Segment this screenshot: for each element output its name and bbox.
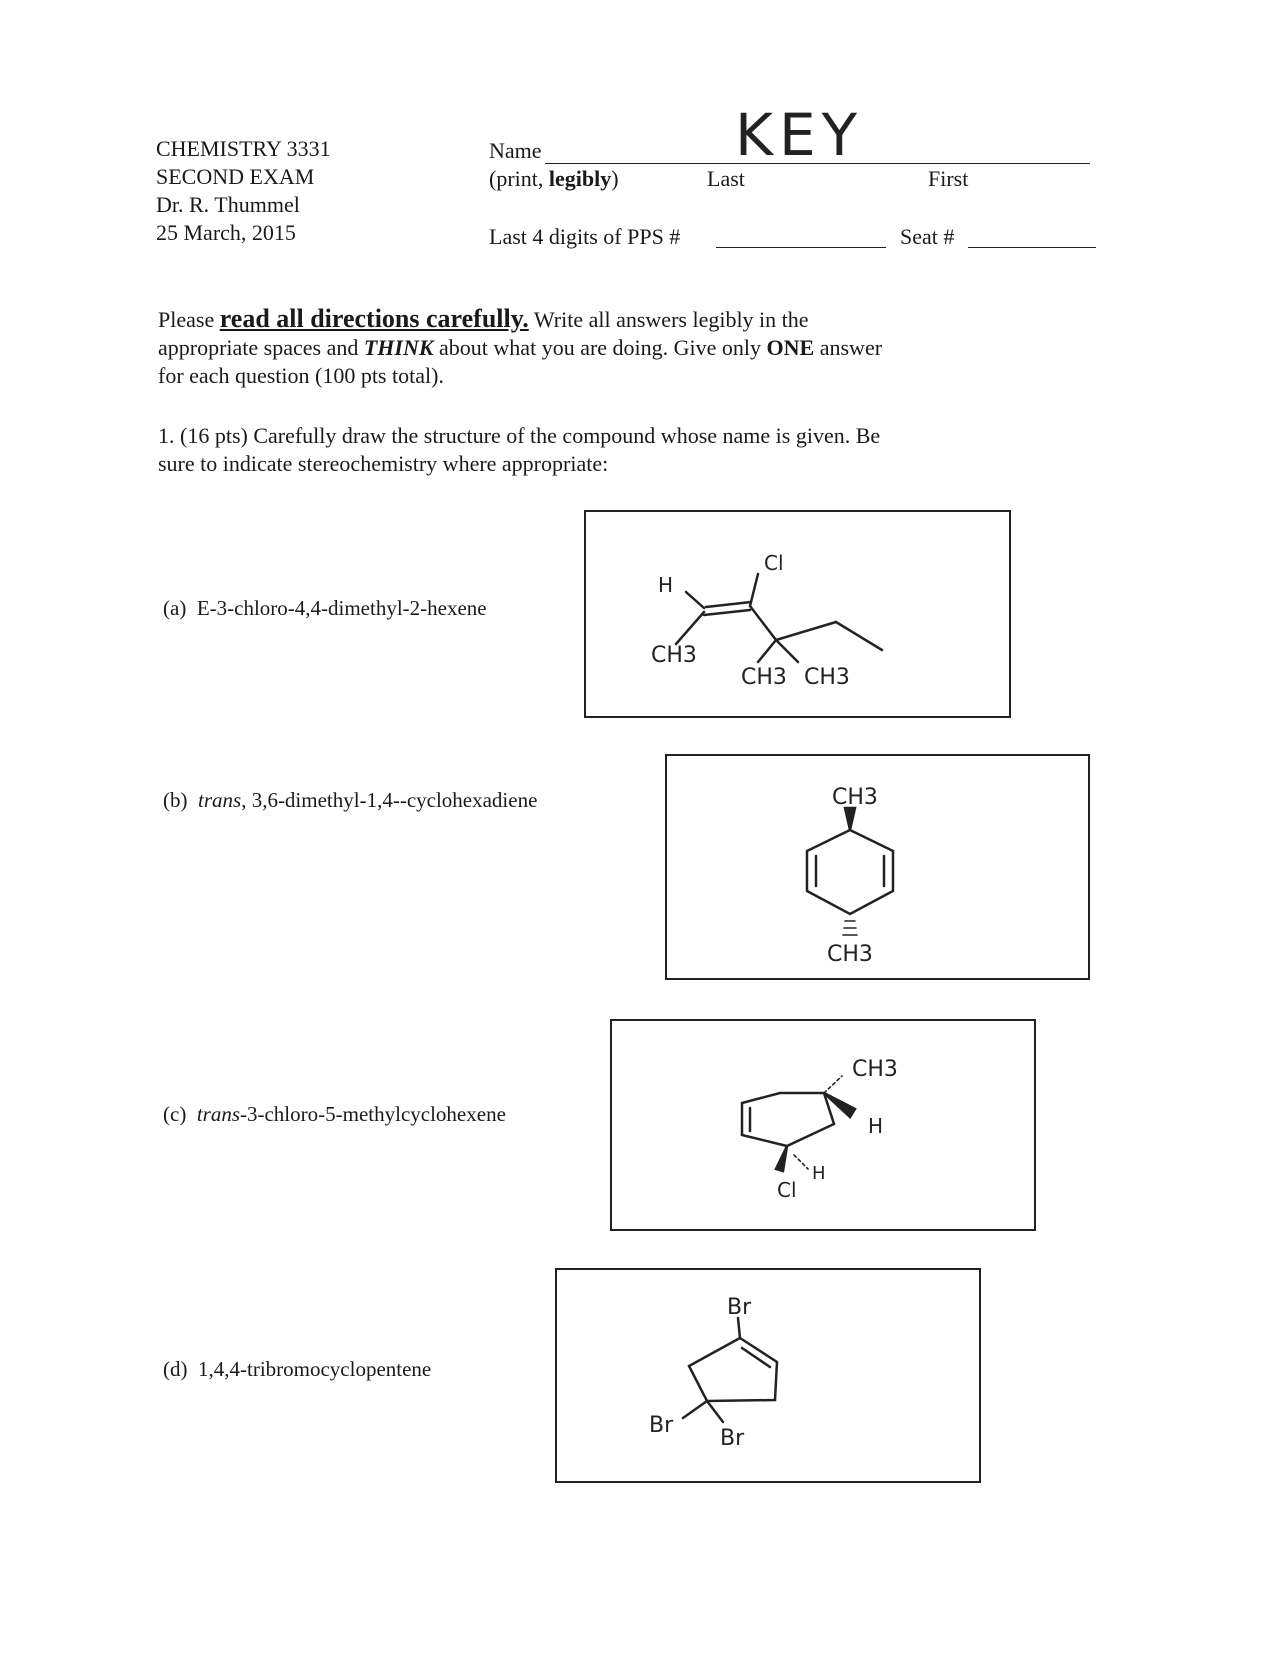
hash-bond (794, 1155, 808, 1169)
atom-ch3: CH3 (741, 665, 787, 690)
last-label: Last (707, 166, 745, 191)
bond (776, 640, 798, 662)
atom-cl: Cl (777, 1178, 797, 1202)
directions: Please read all directions carefully. Write all answers legibly in the appropriate spaces and THINK about what you are doing. Give only ONE answer for each question (100 pts total). (158, 304, 883, 388)
atom-br-right: Br (720, 1426, 745, 1451)
structure-d (557, 1270, 983, 1485)
print-label: (print, legibly) (489, 166, 619, 191)
atom-h: H (658, 573, 674, 597)
bond (776, 622, 836, 640)
part-c-prompt: (c) trans-3-chloro-5-methylcyclohexene (163, 1102, 506, 1126)
instructor: Dr. R. Thummel (156, 192, 300, 217)
double-bond (742, 1348, 770, 1367)
bond (676, 612, 704, 644)
exam-date: 25 March, 2015 (156, 220, 296, 245)
structure-a (586, 512, 1013, 720)
ring (742, 1093, 834, 1146)
hash-bond (824, 1076, 842, 1093)
pps-label: Last 4 digits of PPS # (489, 224, 681, 249)
question-1: 1. (16 pts) Carefully draw the structure of the compound whose name is given. Be sure to indicate stereochemistry where appropriate: (158, 423, 881, 476)
bond (706, 602, 751, 607)
atom-h: H (868, 1114, 884, 1138)
bond (704, 610, 750, 615)
handwritten-key: KEY (735, 101, 864, 169)
atom-br-left: Br (649, 1413, 674, 1438)
answer-box-d[interactable] (555, 1268, 981, 1483)
atom-ch3: CH3 (651, 643, 697, 668)
atom-cl: Cl (764, 551, 784, 575)
bond (758, 640, 776, 662)
atom-ch3: CH3 (804, 665, 850, 690)
first-label: First (928, 166, 969, 191)
ring (689, 1338, 777, 1401)
seat-label: Seat # (900, 224, 955, 249)
bond (738, 1318, 740, 1338)
exam-title: SECOND EXAM (156, 164, 315, 189)
bond (750, 606, 776, 640)
answer-box-b[interactable] (665, 754, 1090, 980)
bond (683, 1401, 707, 1418)
part-d-prompt: (d) 1,4,4-tribromocyclopentene (163, 1357, 432, 1381)
atom-h: H (812, 1163, 826, 1184)
bond (707, 1401, 723, 1422)
bond (750, 574, 758, 606)
atom-ch3-top: CH3 (832, 785, 878, 810)
structure-b (667, 756, 1092, 982)
ring (807, 830, 893, 914)
bond (686, 592, 704, 608)
atom-br-top: Br (727, 1295, 752, 1320)
atom-ch3: CH3 (852, 1057, 898, 1082)
bond (836, 622, 882, 650)
part-b-prompt: (b) trans, 3,6-dimethyl-1,4--cyclohexadiene (163, 788, 538, 812)
pps-field[interactable] (716, 247, 886, 248)
part-a-prompt: (a) E-3-chloro-4,4-dimethyl-2-hexene (163, 596, 487, 620)
seat-field[interactable] (968, 247, 1096, 248)
course-info (156, 135, 331, 247)
structure-c (612, 1021, 1038, 1233)
atom-ch3-bottom: CH3 (827, 942, 873, 967)
wedge-bond (776, 1146, 787, 1171)
answer-box-a[interactable] (584, 510, 1011, 718)
course-title: CHEMISTRY 3331 (156, 136, 331, 161)
wedge-bond (845, 808, 855, 830)
name-label: Name (489, 138, 542, 163)
answer-box-c[interactable] (610, 1019, 1036, 1231)
